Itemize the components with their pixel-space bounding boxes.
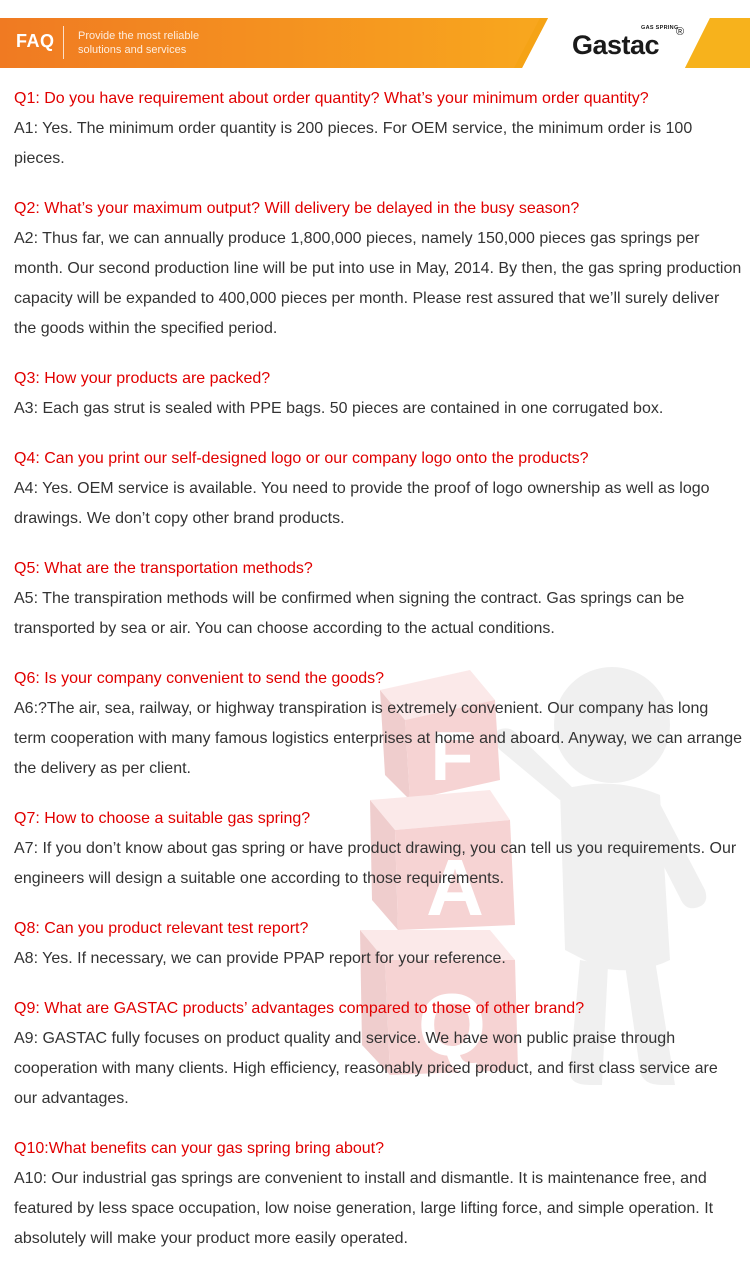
faq-question-9: Q9: What are GASTAC products’ advantages compared to those of other brand? <box>14 1000 585 1017</box>
faq-answer-10: A10: Our industrial gas springs are convenient to install and dismantle. It is maintenance free, and featured by less space occupation, low noise generation, large lifting force, and simple operation. It absolutely will make your product more easily operated. <box>14 1170 714 1247</box>
faq-question-10: Q10:What benefits can your gas spring bring about? <box>14 1140 384 1157</box>
tagline <box>78 29 238 57</box>
section-label: FAQ <box>16 31 55 51</box>
faq-item-2 <box>14 194 744 344</box>
faq-item-3 <box>14 364 744 424</box>
faq-item-1 <box>14 84 744 174</box>
faq-question-2: Q2: What’s your maximum output? Will delivery be delayed in the busy season? <box>14 200 580 217</box>
faq-question-8: Q8: Can you product relevant test report? <box>14 920 309 937</box>
cube-letter-a: A <box>426 843 484 932</box>
gastac-logo[interactable] <box>570 22 700 64</box>
faq-question-6: Q6: Is your company convenient to send the goods? <box>14 670 385 687</box>
faq-item-8 <box>14 914 744 974</box>
faq-answer-7: A7: If you don’t know about gas spring or have product drawing, you can tell us you requirements. Our engineers will design a suitable one according to those requirements. <box>14 840 737 887</box>
faq-question-3: Q3: How your products are packed? <box>14 370 271 387</box>
faq-item-6 <box>14 664 744 784</box>
registered-mark: ® <box>676 26 685 38</box>
logo-text: Gastac <box>572 30 660 60</box>
faq-answer-6: A6:?The air, sea, railway, or highway transpiration is extremely convenient. Our company has long term cooperation with many famous logistics enterprises at home and aboard. Anyway, we can arrange the delivery as per client. <box>14 700 743 777</box>
logo-subtext: GAS SPRING <box>641 25 679 31</box>
faq-item-7 <box>14 804 744 894</box>
faq-question-4: Q4: Can you print our self-designed logo or our company logo onto the products? <box>14 450 589 467</box>
faq-item-10 <box>14 1134 744 1254</box>
faq-answer-9: A9: GASTAC fully focuses on product quality and service. We have won public praise through cooperation with many clients. High efficiency, reasonably priced product, and first class service are our advantages. <box>14 1030 718 1107</box>
faq-question-7: Q7: How to choose a suitable gas spring? <box>14 810 311 827</box>
faq-item-4 <box>14 444 744 534</box>
faq-answer-2: A2: Thus far, we can annually produce 1,800,000 pieces, namely 150,000 pieces gas springs per month. Our second production line will be put into use in May, 2014. By then, the gas spring production capacity will be expanded to 400,000 pieces per month. Please rest assured that we’ll surely deliver the goods within the specified period. <box>14 230 742 337</box>
header-divider <box>63 26 64 59</box>
faq-item-5 <box>14 554 744 644</box>
tagline-line-1: Provide the most reliable <box>78 30 200 42</box>
faq-answer-4: A4: Yes. OEM service is available. You need to provide the proof of logo ownership as well as logo drawings. We don’t copy other brand products. <box>14 480 710 527</box>
faq-question-5: Q5: What are the transportation methods? <box>14 560 313 577</box>
faq-answer-5: A5: The transpiration methods will be confirmed when signing the contract. Gas springs can be transported by sea or air. You can choose according to the actual conditions. <box>14 590 685 637</box>
faq-answer-1: A1: Yes. The minimum order quantity is 200 pieces. For OEM service, the minimum order is 100 pieces. <box>14 120 693 167</box>
faq-item-9 <box>14 994 744 1114</box>
faq-list <box>14 84 744 1270</box>
header-banner <box>0 18 750 68</box>
faq-question-1: Q1: Do you have requirement about order quantity? What’s your minimum order quantity? <box>14 90 649 107</box>
faq-answer-8: A8: Yes. If necessary, we can provide PPAP report for your reference. <box>14 950 506 967</box>
tagline-line-2: solutions and services <box>78 44 187 56</box>
cube-letter-f: F <box>430 717 474 795</box>
cube-letter-q: Q <box>417 975 487 1074</box>
faq-answer-3: A3: Each gas strut is sealed with PPE bags. 50 pieces are contained in one corrugated box. <box>14 400 664 417</box>
